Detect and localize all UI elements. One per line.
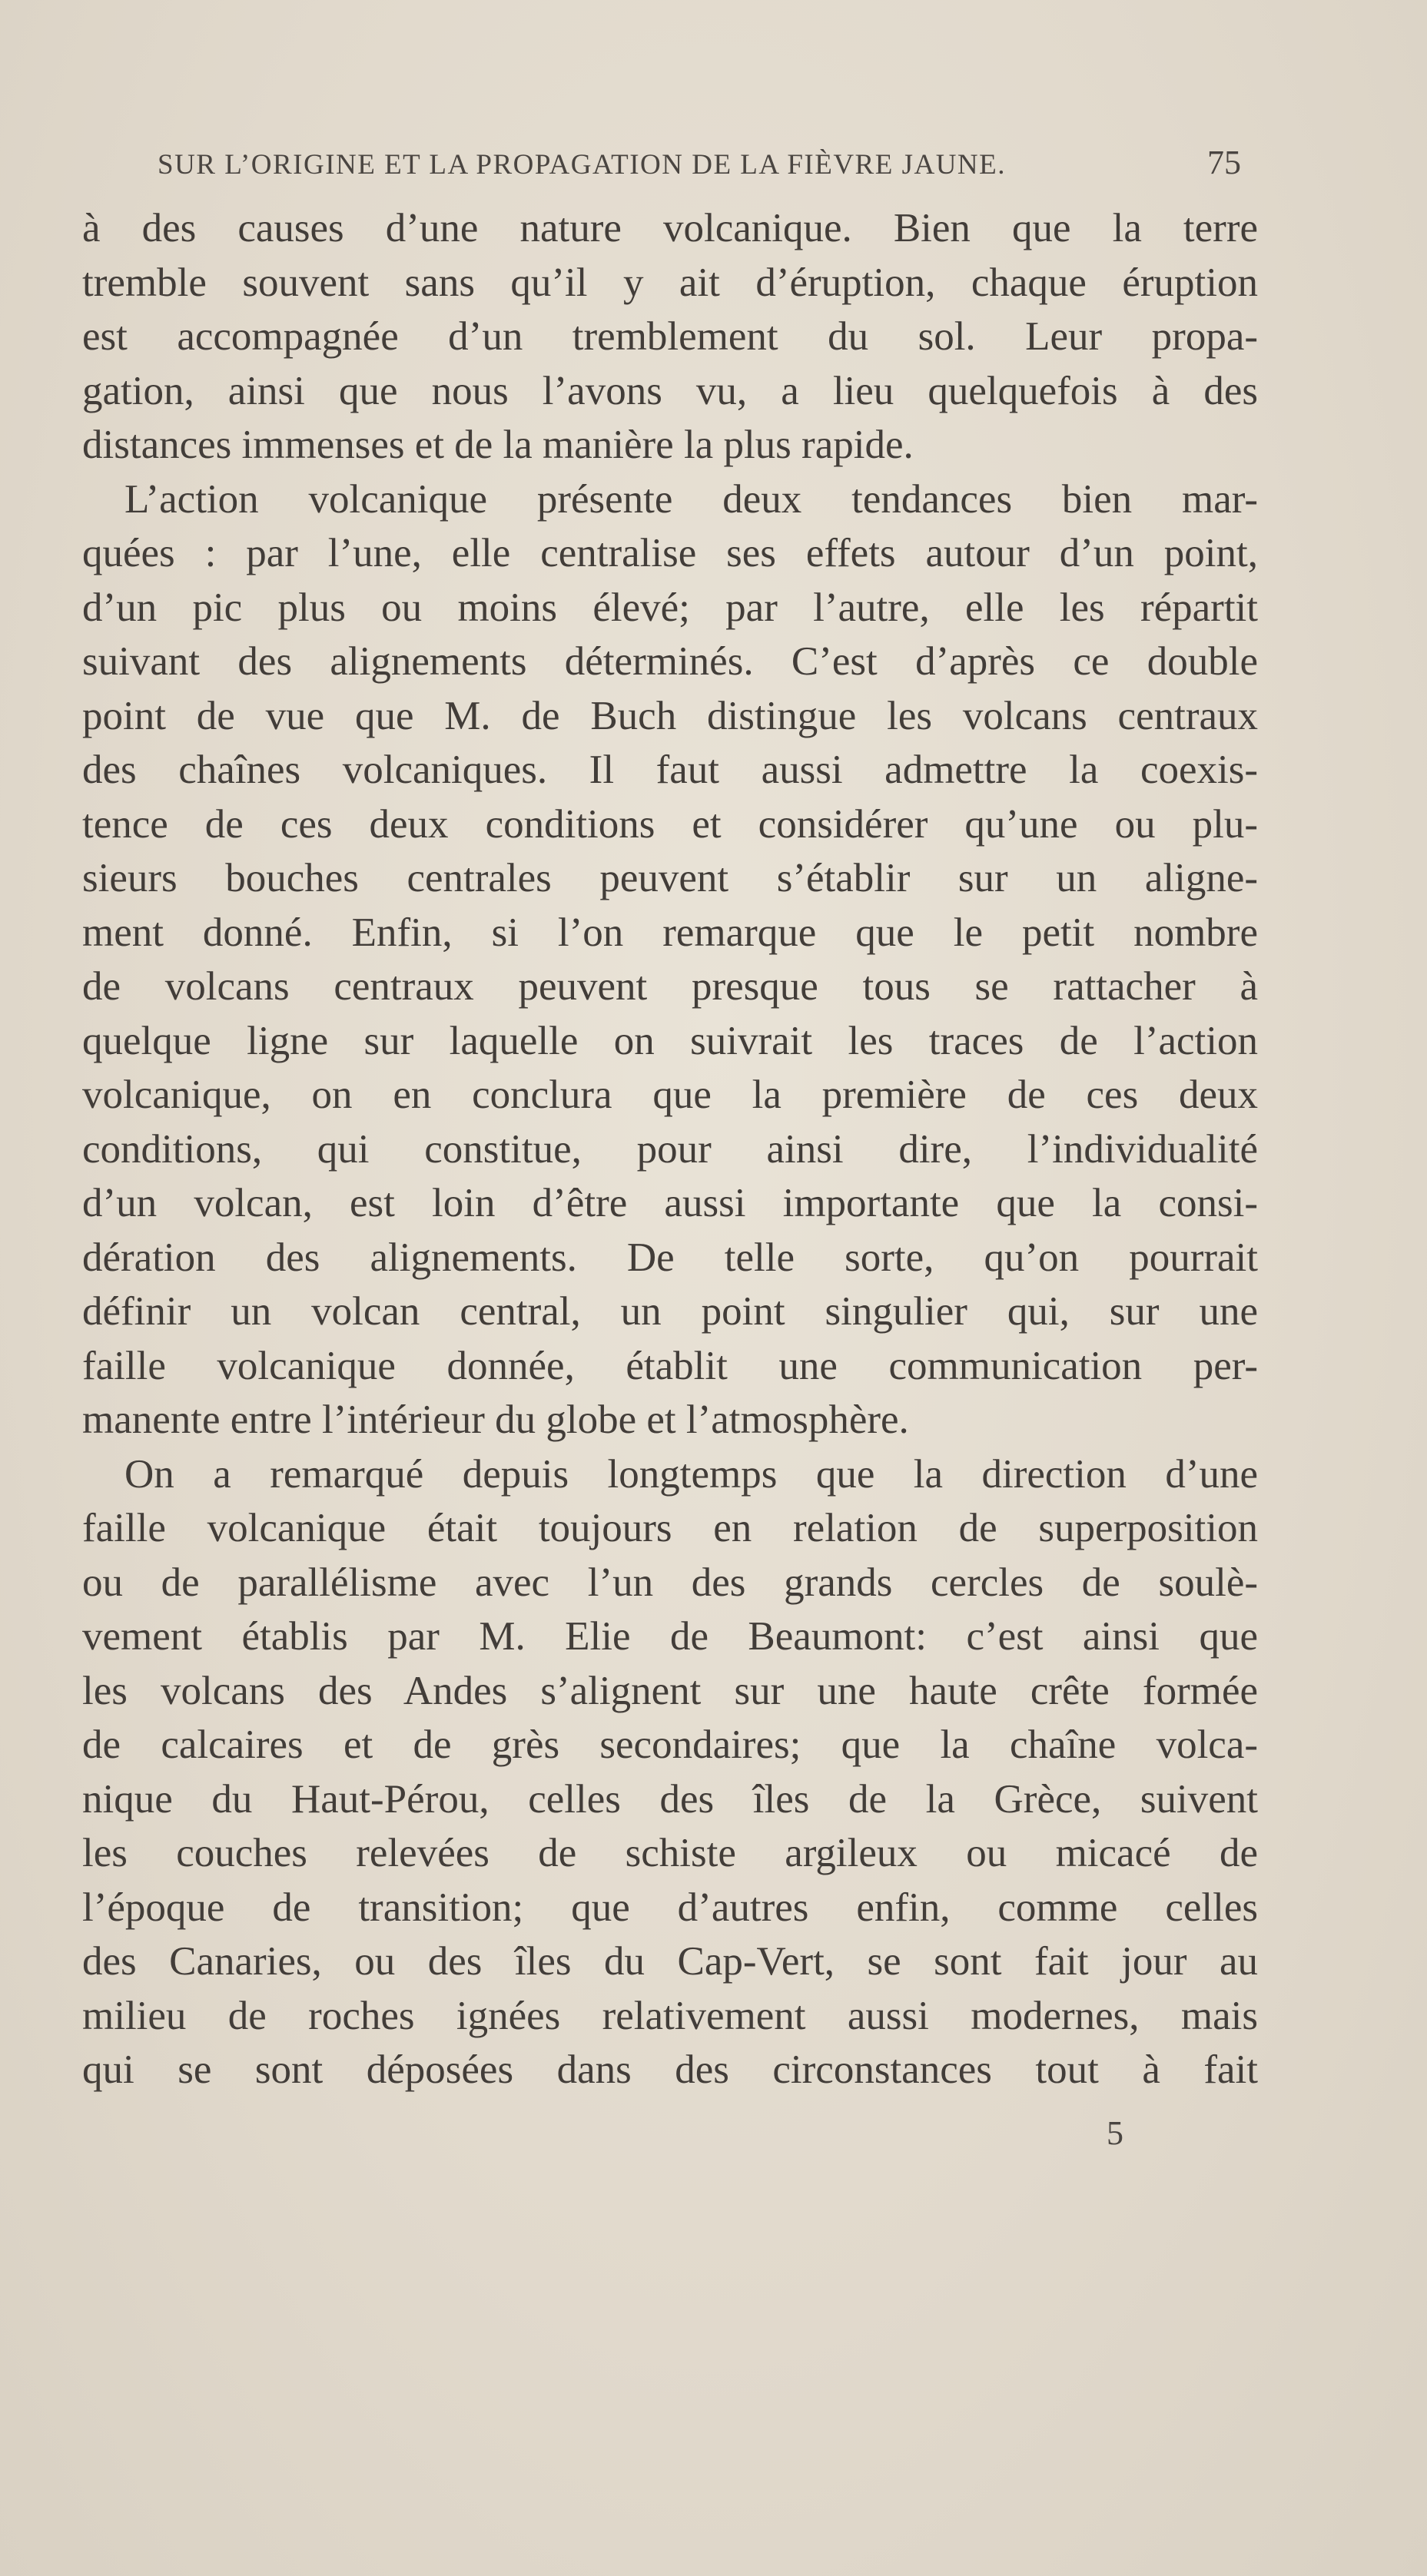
text-line: suivant des alignements déterminés. C’est d’après ce double [82,639,1258,684]
text-line: nique du Haut-Pérou, celles des îles de la Grèce, suivent [82,1776,1258,1822]
text-line: les volcans des Andes s’alignent sur une haute crête formée [82,1668,1258,1713]
paragraph-1 [82,201,1258,472]
text-line: milieu de roches ignées relativement aussi modernes, mais [82,1993,1258,2038]
text-line: On a remarqué depuis longtemps que la direction d’une [124,1451,1258,1497]
page-number: 75 [1207,144,1241,181]
text-line: des chaînes volcaniques. Il faut aussi admettre la coexis- [82,748,1258,792]
body-text [82,201,1258,2097]
text-line: d’un pic plus ou moins élevé; par l’autre, elle les répartit [82,585,1258,630]
text-line: définir un volcan central, un point singulier qui, sur une [82,1289,1258,1334]
text-line: qui se sont déposées dans des circonstances tout à fait [82,2047,1258,2092]
signature-mark: 5 [1107,2114,1123,2152]
text-line: tence de ces deux conditions et considérer qu’une ou plu- [82,801,1258,847]
text-line: volcanique, on en conclura que la première de ces deux [82,1073,1258,1117]
text-line: manente entre l’intérieur du globe et l’atmosphère. [82,1397,909,1442]
paragraph-3 [82,1447,1258,2097]
text-line: est accompagnée d’un tremblement du sol. Leur propa- [82,314,1258,359]
text-line: faille volcanique donnée, établit une communication per- [82,1343,1258,1388]
text-line: dération des alignements. De telle sorte, qu’on pourrait [82,1235,1258,1280]
text-line: des Canaries, ou des îles du Cap-Vert, se sont fait jour au [82,1939,1258,1984]
text-line: l’époque de transition; que d’autres enfin, comme celles [82,1885,1258,1930]
text-line: sieurs bouches centrales peuvent s’établir sur un aligne- [82,856,1258,900]
text-line: quées : par l’une, elle centralise ses effets autour d’un point, [82,531,1258,575]
text-line: les couches relevées de schiste argileux ou micacé de [82,1831,1258,1875]
text-line: de volcans centraux peuvent presque tous se rattacher à [82,964,1258,1009]
text-line: gation, ainsi que nous l’avons vu, a lieu quelquefois à des [82,368,1258,413]
text-line: tremble souvent sans qu’il y ait d’éruption, chaque éruption [82,260,1258,305]
text-line: distances immenses et de la manière la plus rapide. [82,423,914,467]
text-line: conditions, qui constitue, pour ainsi dire, l’individualité [82,1126,1258,1172]
text-line: faille volcanique était toujours en relation de superposition [82,1506,1258,1550]
running-title: SUR L’ORIGINE ET LA PROPAGATION DE LA FIÈVRE JAUNE. [158,149,1006,181]
text-line: de calcaires et de grès secondaires; que la chaîne volca- [82,1722,1258,1767]
text-line: ment donné. Enfin, si l’on remarque que le petit nombre [82,910,1258,955]
running-head [158,143,1241,189]
text-line: à des causes d’une nature volcanique. Bien que la terre [82,206,1258,250]
text-line: d’un volcan, est loin d’être aussi importante que la consi- [82,1181,1258,1225]
text-line: L’action volcanique présente deux tendances bien mar- [124,476,1258,522]
paragraph-2 [82,472,1258,1447]
text-line: quelque ligne sur laquelle on suivrait les traces de l’action [82,1018,1258,1063]
text-line: point de vue que M. de Buch distingue les volcans centraux [82,693,1258,738]
text-line: vement établis par M. Elie de Beaumont: c’est ainsi que [82,1614,1258,1659]
text-line: ou de parallélisme avec l’un des grands cercles de soulè- [82,1560,1258,1605]
